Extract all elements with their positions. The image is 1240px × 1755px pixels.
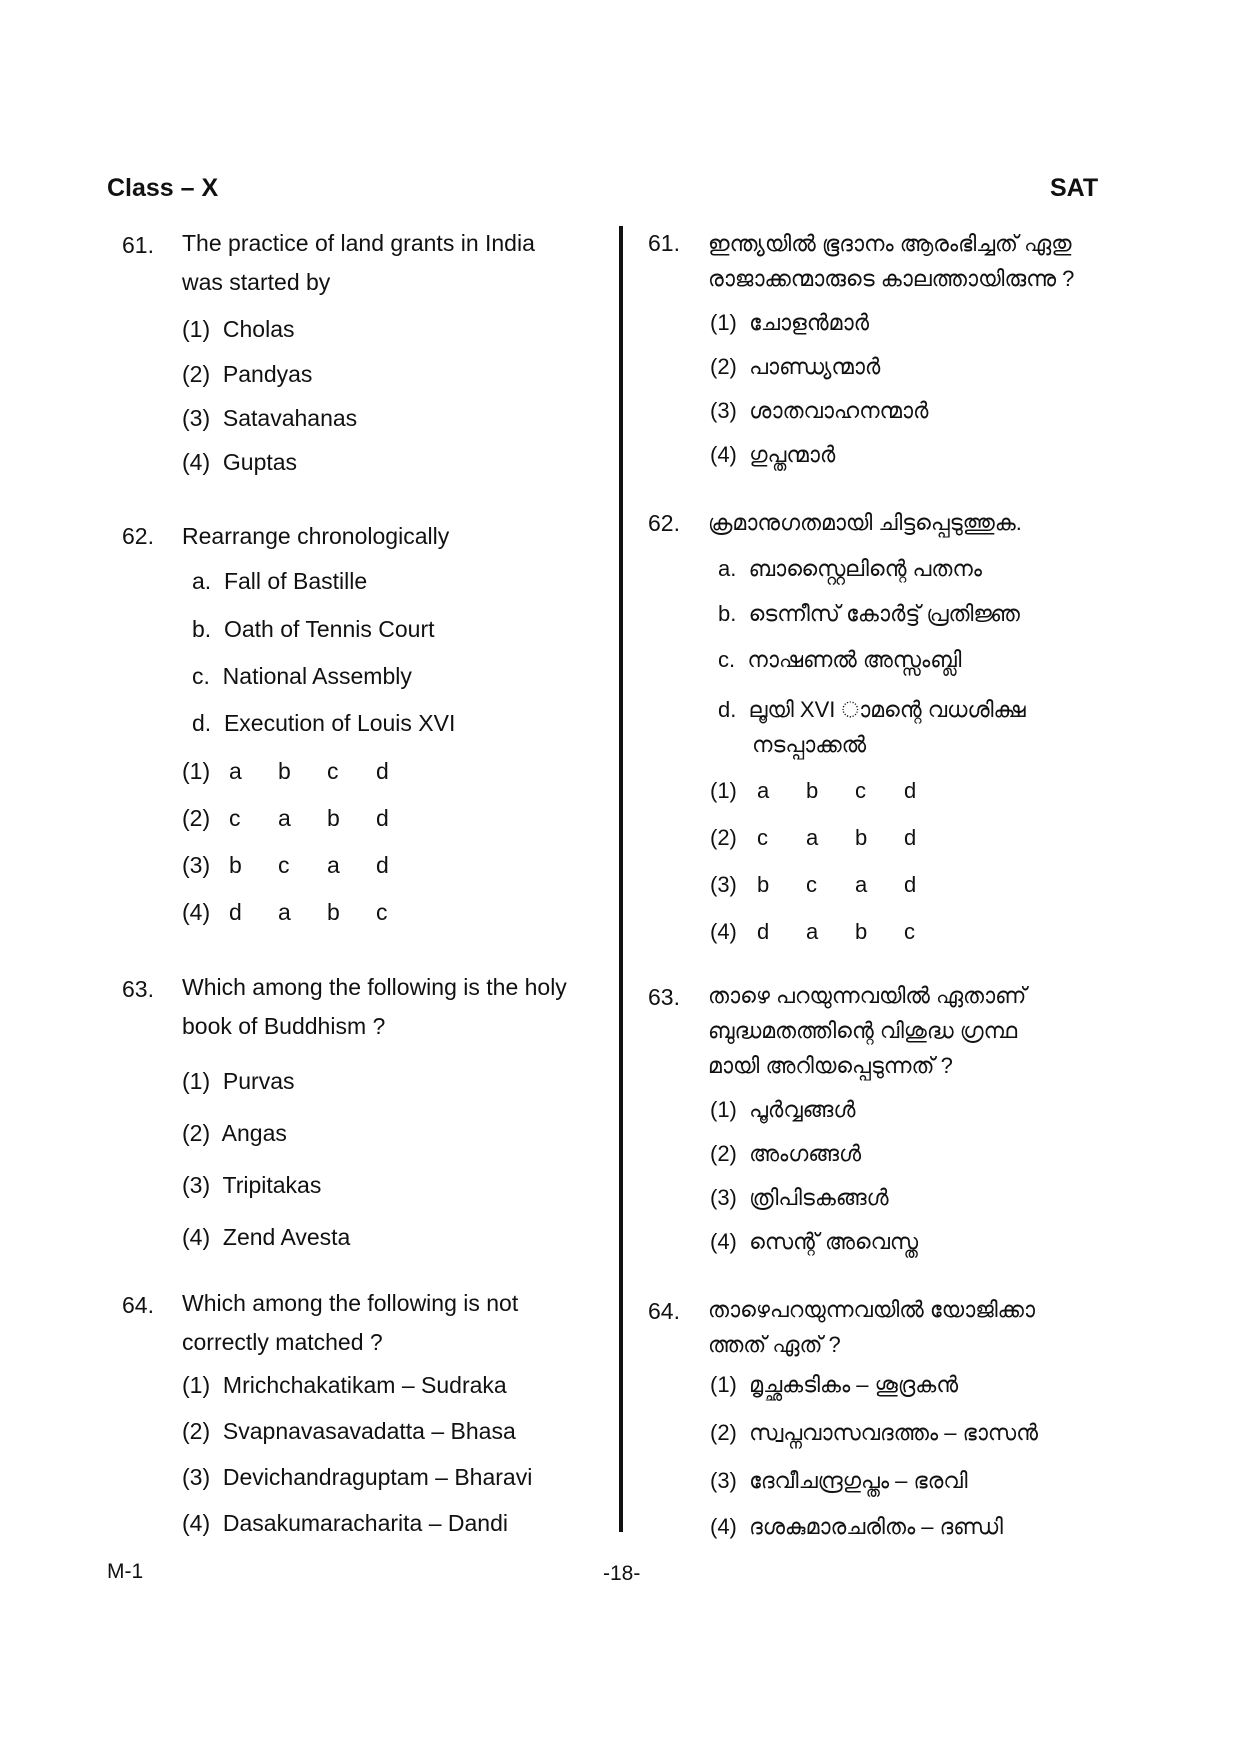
question-number: 63.	[122, 976, 154, 1002]
option: (3) ശാതവാഹനന്മാർ	[710, 398, 929, 423]
option: (4) ഗുപ്തന്മാർ	[710, 442, 836, 467]
list-item: b. ടെന്നീസ് കോർട്ട് പ്രതിജ്ഞ	[718, 601, 1020, 626]
question-text: Which among the following is not correctly matched ?	[182, 1290, 519, 1355]
option: (3) ത്രിപിടകങ്ങൾ	[710, 1185, 889, 1210]
question-number: 61.	[648, 230, 680, 256]
sequence-option: (3) b c a d	[710, 872, 917, 897]
sequence-option: (1) a b c d	[710, 778, 917, 803]
sequence-option: (1) a b c d	[182, 758, 389, 784]
option: (1) Cholas	[182, 316, 295, 342]
header-sat: SAT	[1050, 174, 1099, 202]
option: (2) അംഗങ്ങൾ	[710, 1141, 862, 1166]
option: (1) ചോളൻമാർ	[710, 310, 869, 335]
option: (1) മൃച്ഛകടികം – ശൂദ്രകൻ	[710, 1372, 959, 1397]
page-number: -18-	[603, 1562, 641, 1585]
question-number: 63.	[648, 984, 680, 1010]
list-item: d. Execution of Louis XVI	[192, 710, 456, 736]
list-item: d. ലൂയി XVI ാമന്റെ വധശിക്ഷ	[718, 697, 1026, 722]
sequence-option: (3) b c a d	[182, 852, 389, 878]
list-item: c. നാഷണൽ അസ്സംബ്ലി	[718, 647, 962, 672]
option: (4) ദശകുമാരചരിതം – ദണ്ഡി	[710, 1514, 1003, 1539]
question-number: 61.	[122, 232, 154, 258]
question-text: Rearrange chronologically	[182, 523, 450, 549]
question-number: 62.	[122, 523, 154, 549]
option: (2) പാണ്ഡ്യന്മാർ	[710, 354, 881, 379]
option: (3) ദേവീചന്ദ്രഗുപ്തം – ഭരവി	[710, 1468, 968, 1493]
question-number: 64.	[648, 1298, 680, 1324]
option: (2) Svapnavasavadatta – Bhasa	[182, 1418, 516, 1444]
sequence-option: (4) d a b c	[710, 919, 915, 944]
option: (4) Dasakumaracharita – Dandi	[182, 1510, 508, 1536]
option: (2) Pandyas	[182, 361, 313, 387]
option: (4) Zend Avesta	[182, 1224, 351, 1250]
column-divider	[619, 226, 623, 1532]
option: (4) Guptas	[182, 449, 298, 475]
question-number: 64.	[122, 1292, 154, 1318]
question-text: Which among the following is the holy book of Buddhism ?	[182, 974, 567, 1039]
option: (2) സ്വപ്നവാസവദത്തം – ഭാസൻ	[710, 1420, 1038, 1445]
option: (1) Purvas	[182, 1068, 295, 1094]
header-class: Class – X	[107, 174, 219, 202]
list-item: c. National Assembly	[192, 663, 412, 689]
list-item: b. Oath of Tennis Court	[192, 616, 435, 642]
sequence-option: (2) c a b d	[182, 805, 389, 831]
option: (3) Tripitakas	[182, 1172, 322, 1198]
question-text: താഴെ പറയുന്നവയിൽ ഏതാണ് ബുദ്ധമതത്തിന്റെ വിശുദ്ധ ഗ്രന്ഥ മായി അറിയപ്പെടുന്നത് ?	[708, 983, 1027, 1078]
sequence-option: (2) c a b d	[710, 825, 917, 850]
option: (2) Angas	[182, 1120, 287, 1146]
option: (1) പൂർവ്വങ്ങൾ	[710, 1097, 856, 1122]
option: (3) Satavahanas	[182, 405, 358, 431]
list-item: a. ബാസ്റ്റൈലിന്റെ പതനം	[718, 556, 982, 581]
list-item: a. Fall of Bastille	[192, 568, 368, 594]
option: (1) Mrichchakatikam – Sudraka	[182, 1372, 507, 1398]
list-item-continued: നടപ്പാക്കൽ	[752, 732, 867, 757]
footer-code: M-1	[107, 1560, 144, 1583]
question-text: ക്രമാനുഗതമായി ചിട്ടപ്പെടുത്തുക.	[708, 510, 1022, 535]
question-text: ഇന്ത്യയിൽ ഭൂദാനം ആരംഭിച്ചത് ഏതു രാജാക്കന്മാരുടെ കാലത്തായിരുന്നു ?	[708, 231, 1075, 291]
question-number: 62.	[648, 510, 680, 536]
option: (3) Devichandraguptam – Bharavi	[182, 1464, 533, 1490]
option: (4) സെന്റ് അവെസ്ത	[710, 1229, 919, 1254]
question-text: താഴെപറയുന്നവയിൽ യോജിക്കാ ത്തത് ഏത് ?	[708, 1297, 1036, 1357]
question-text: The practice of land grants in India was started by	[182, 230, 535, 295]
sequence-option: (4) d a b c	[182, 899, 388, 925]
